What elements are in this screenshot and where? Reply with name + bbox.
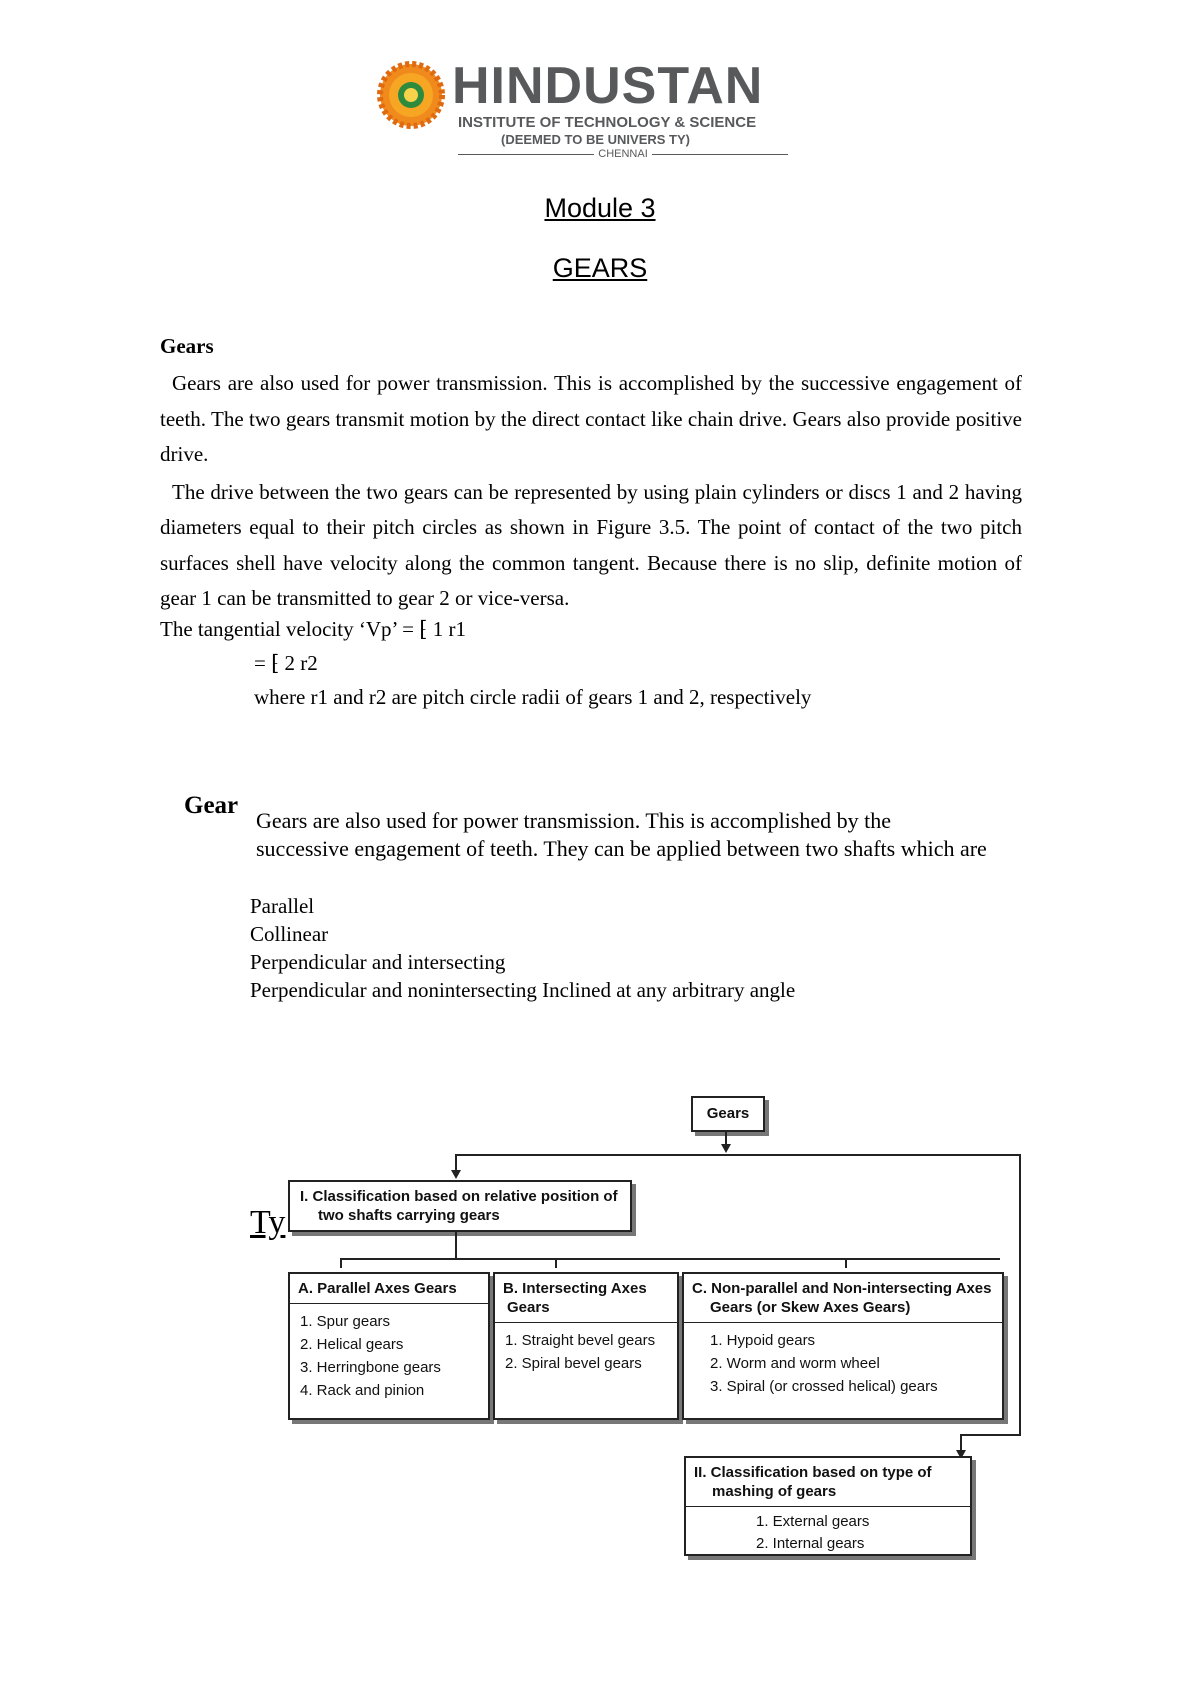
equation-line-2: = ⁅ 2 r2 xyxy=(254,651,318,675)
paragraph-2: The drive between the two gears can be represented by using plain cylinders or discs 1 and 2 having diameters equal to their pitch circles as shown in Figure 3.5. The point of contact of the two pitch surfaces shell have velocity along the common tangent. Because there is no slip, definite motion of gear 1 can be transmitted to gear 2 or vice-versa. xyxy=(160,479,1022,610)
class-1-box xyxy=(288,1180,632,1232)
gear-emblem-icon xyxy=(376,60,446,130)
logo-city xyxy=(458,148,788,160)
group-c-title: C. Non-parallel and Non-intersecting Axes Gears (or Skew Axes Gears) xyxy=(684,1274,1002,1323)
gear-heading: Gear xyxy=(184,792,239,819)
list-item: 2. Worm and worm wheel xyxy=(710,1355,880,1372)
list-item: 1. Hypoid gears xyxy=(710,1332,816,1349)
group-a-title: A. Parallel Axes Gears xyxy=(290,1274,488,1304)
list-item: 3. Spiral (or crossed helical) gears xyxy=(710,1378,938,1395)
list-item: 2. Helical gears xyxy=(300,1336,404,1353)
gear-text-line-1: Gears are also used for power transmission. This is accomplished by the xyxy=(256,808,892,833)
institute-logo xyxy=(376,56,786,166)
list-item: Collinear xyxy=(250,922,329,946)
arrow-icon xyxy=(451,1170,461,1179)
logo-city-text: CHENNAI xyxy=(598,148,648,160)
connector xyxy=(340,1258,342,1268)
connector xyxy=(1019,1154,1021,1436)
group-b-box xyxy=(493,1272,679,1420)
list-item: 3. Herringbone gears xyxy=(300,1359,441,1376)
logo-subtitle: INSTITUTE OF TECHNOLOGY & SCIENCE xyxy=(458,114,757,131)
class-1-label: I. Classification based on relative position of two shafts carrying gears xyxy=(300,1188,618,1224)
paragraph-block xyxy=(160,366,1022,617)
list-item: Perpendicular and nonintersecting Inclined at any arbitrary angle xyxy=(250,978,796,1002)
arrow-icon xyxy=(721,1144,731,1153)
section-heading: Gears xyxy=(160,334,214,358)
list-item: 2. Spiral bevel gears xyxy=(505,1355,642,1372)
root-box xyxy=(691,1096,765,1132)
root-label: Gears xyxy=(706,1105,750,1122)
connector xyxy=(340,1258,1000,1260)
list-item: 1. External gears xyxy=(756,1513,870,1530)
connector xyxy=(455,1154,1021,1156)
logo-name: HINDUSTAN xyxy=(452,57,764,115)
page-subtitle: GEARS xyxy=(552,253,648,283)
page-title: Module 3 xyxy=(544,193,656,223)
partial-heading: Ty xyxy=(250,1204,286,1241)
shaft-arrangement-list xyxy=(250,892,795,1004)
list-item: Parallel xyxy=(250,894,315,918)
list-item: 4. Rack and pinion xyxy=(300,1382,425,1399)
equation-line-1: The tangential velocity ‘Vp’ = ⁅ 1 r1 xyxy=(160,617,466,641)
connector xyxy=(555,1258,557,1268)
list-item: Perpendicular and intersecting xyxy=(250,950,506,974)
paragraph-1: Gears are also used for power transmission. This is accomplished by the successive engagement of teeth. The two gears transmit motion by the direct contact like chain drive. Gears also provide positive drive. xyxy=(160,371,1022,466)
list-item: 1. Straight bevel gears xyxy=(505,1332,656,1349)
class-2-box xyxy=(684,1456,972,1556)
connector xyxy=(960,1434,1021,1436)
connector xyxy=(455,1232,457,1260)
gear-text-line-2: successive engagement of teeth. They can be applied between two shafts which are xyxy=(256,836,987,861)
group-b-title: B. Intersecting Axes Gears xyxy=(495,1274,677,1323)
group-a-box xyxy=(288,1272,490,1420)
connector xyxy=(845,1258,847,1268)
group-c-box xyxy=(682,1272,1004,1420)
equation-note: where r1 and r2 are pitch circle radii of gears 1 and 2, respectively xyxy=(254,685,812,709)
list-item: 2. Internal gears xyxy=(756,1535,865,1552)
list-item: 1. Spur gears xyxy=(300,1313,391,1330)
class-2-title: II. Classification based on type of mashing of gears xyxy=(686,1458,970,1507)
logo-deemed: (DEEMED TO BE UNIVERS TY) xyxy=(501,132,691,147)
